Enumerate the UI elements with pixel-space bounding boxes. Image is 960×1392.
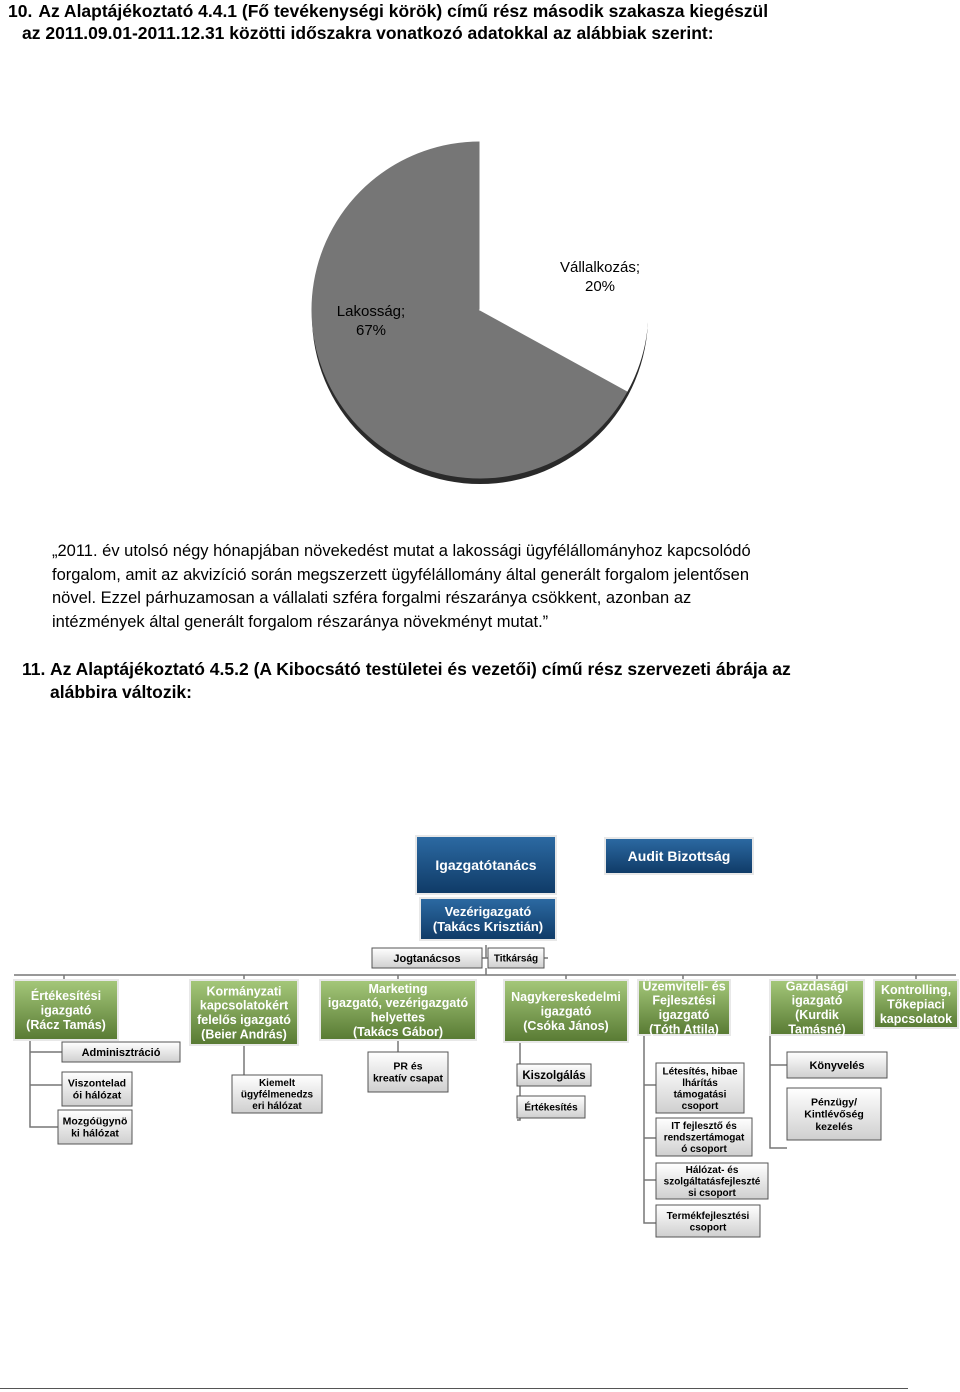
- unit-konyveles: [787, 1052, 887, 1078]
- unit-letesites-text: Létesítés, hibae: [662, 1066, 738, 1078]
- board-box-text: Igazgatótanács: [435, 856, 537, 873]
- ceo-box: [420, 898, 556, 940]
- heading-line-1: Az Alaptájékoztató 4.4.1 (Fő tevékenységi körök) című rész második szakasza kiegészül: [38, 1, 769, 21]
- director-box-2-text: felelős igazgató: [197, 1013, 291, 1028]
- ceo-box-text: (Takács Krisztián): [432, 919, 544, 935]
- director-box-3-text: (Takács Gábor): [352, 1024, 444, 1039]
- unit-it-text: rendszertámogat: [663, 1132, 745, 1144]
- unit-termekfejlesztesi: [656, 1205, 760, 1237]
- unit-kiemelt-text: eri hálózat: [252, 1101, 302, 1112]
- director-box-6-text: (Kurdik: [795, 1008, 839, 1023]
- quoted-paragraph: [52, 540, 908, 634]
- director-box-3-text: igazgató, vezérigazgató: [327, 996, 469, 1011]
- audit-box: [605, 838, 753, 874]
- heading-line-2: az 2011.09.01-2011.12.31 közötti időszakra vonatkozó adatokkal az alábbiak szerint:: [22, 23, 714, 43]
- director-box-3-text: Marketing: [368, 981, 428, 996]
- unit-halozat: [656, 1163, 768, 1199]
- connector-line: [770, 1035, 787, 1148]
- paragraph-line: forgalom, amit az akvizíció során megszerzett ügyfélállomány által generált forgalom jelentősen: [52, 565, 750, 584]
- section-11-heading: [22, 658, 922, 703]
- unit-halozat-text: si csoport: [688, 1188, 736, 1199]
- unit-pr-text: PR és: [393, 1060, 423, 1073]
- unit-halozat-text: szolgáltatásfejleszté: [663, 1176, 761, 1188]
- director-box-1-text: Értékesítési: [30, 989, 102, 1003]
- director-box-5-text: Üzemviteli- és: [642, 979, 726, 994]
- unit-viszonteladoi-text: Viszontelad: [67, 1077, 127, 1090]
- unit-adminisztracio: [62, 1042, 180, 1062]
- director-box-6-text: igazgató: [791, 993, 843, 1008]
- director-box-2-text: kapcsolatokért: [199, 998, 289, 1013]
- secretariat-box-text: Titkárság: [493, 953, 539, 965]
- unit-penzugy: [787, 1088, 881, 1140]
- unit-konyveles-text: Könyvelés: [809, 1059, 865, 1072]
- unit-ertekesites: [517, 1096, 585, 1118]
- org-chart-svg: [0, 830, 960, 1250]
- org-chart: [0, 830, 960, 1250]
- pie-label-vallalkozas: [540, 258, 660, 296]
- director-box-4: [504, 980, 628, 1042]
- unit-penzugy-text: kezelés: [815, 1120, 853, 1133]
- director-box-6-text: Tamásné): [788, 1022, 846, 1037]
- unit-termekfejlesztesi-text: csoport: [689, 1222, 727, 1234]
- unit-penzugy-text: Pénzügy/: [810, 1096, 858, 1109]
- unit-viszonteladoi-text: ói hálózat: [72, 1089, 122, 1102]
- unit-halozat-text: Hálózat- és: [685, 1165, 739, 1176]
- unit-letesites: [656, 1063, 744, 1113]
- director-box-1-text: igazgató: [40, 1003, 92, 1018]
- director-box-2-text: (Beier András): [201, 1027, 287, 1042]
- pie-label-vallalkozas-name: Vállalkozás;: [559, 259, 641, 276]
- pie-label-lakossag: [326, 302, 416, 340]
- pie-chart: [290, 120, 670, 490]
- director-box-7-text: kapcsolatok: [879, 1011, 953, 1026]
- unit-kiszolgalas: [517, 1064, 591, 1086]
- director-box-6: [770, 979, 864, 1036]
- paragraph-line: intézmények által generált forgalom részaránya növekményt mutat.”: [52, 612, 549, 631]
- heading-line-2: alábbira változik:: [50, 681, 192, 702]
- connector-line: [644, 1032, 656, 1223]
- page-footer-rule: [0, 1388, 908, 1389]
- secretariat-box: [488, 948, 544, 968]
- director-box-2-text: Kormányzati: [206, 984, 282, 999]
- director-box-3: [320, 980, 476, 1040]
- unit-it-text: ó csoport: [681, 1144, 727, 1155]
- pie-label-lakossag-value: 67%: [355, 322, 387, 339]
- director-box-1-text: (Rácz Tamás): [26, 1017, 106, 1032]
- director-box-7-text: Kontrolling,: [880, 983, 952, 997]
- pie-label-vallalkozas-value: 20%: [584, 278, 616, 295]
- director-box-3-text: helyettes: [370, 1010, 426, 1025]
- pie-label-lakossag-name: Lakosság;: [336, 303, 406, 320]
- unit-adminisztracio-text: Adminisztráció: [81, 1046, 161, 1059]
- unit-pr-text: kreatív csapat: [372, 1072, 444, 1085]
- section-10-heading: [8, 0, 908, 44]
- unit-ertekesites-text: Értékesítés: [524, 1102, 578, 1114]
- unit-pr: [368, 1052, 448, 1092]
- paragraph-line: „2011. év utolsó négy hónapjában növekedést mutat a lakossági ügyfélállományhoz kapcsolódó: [52, 542, 751, 560]
- director-box-7-text: Tőkepiaci: [887, 997, 945, 1012]
- unit-kiszolgalas-text: Kiszolgálás: [522, 1070, 586, 1083]
- legal-box-text: Jogtanácsos: [393, 952, 461, 965]
- unit-it-text: IT fejlesztő és: [671, 1121, 737, 1132]
- unit-penzugy-text: Kintlévőség: [804, 1108, 864, 1121]
- director-box-2: [190, 980, 298, 1045]
- section-number: 11.: [22, 659, 46, 679]
- paragraph-line: növel. Ezzel párhuzamosan a vállalati szféra forgalmi részaránya csökkent, azonban az: [52, 589, 692, 607]
- director-box-5-text: Fejlesztési: [652, 993, 716, 1008]
- director-box-4-text: (Csóka János): [523, 1018, 609, 1033]
- unit-mozgougynoki-text: Mozgóügynö: [62, 1115, 128, 1128]
- director-box-7: [874, 980, 958, 1028]
- director-box-5-text: (Tóth Attila): [649, 1022, 719, 1037]
- unit-letesites-text: lhárítás: [682, 1077, 718, 1089]
- unit-termekfejlesztesi-text: Termékfejlesztési: [666, 1210, 750, 1222]
- unit-kiemelt-text: ügyfélmenedzs: [240, 1089, 314, 1101]
- board-box: [416, 836, 556, 894]
- director-box-4-text: Nagykereskedelmi: [511, 990, 621, 1004]
- ceo-box-text: Vezérigazgató: [444, 904, 532, 920]
- director-box-4-text: igazgató: [540, 1004, 592, 1019]
- unit-mozgougynoki: [58, 1110, 132, 1144]
- unit-letesites-text: támogatási: [673, 1089, 727, 1101]
- unit-kiemelt-text: Kiemelt: [258, 1078, 296, 1089]
- legal-box: [372, 948, 482, 968]
- audit-box-text: Audit Bizottság: [627, 847, 731, 864]
- director-box-5-text: igazgató: [658, 1008, 710, 1023]
- unit-viszonteladoi: [62, 1072, 132, 1106]
- director-box-5: [638, 978, 730, 1036]
- unit-kiemelt: [232, 1075, 322, 1113]
- director-box-1: [14, 980, 118, 1040]
- director-box-6-text: Gazdasági: [785, 979, 849, 994]
- heading-line-1: Az Alaptájékoztató 4.5.2 (A Kibocsátó testületei és vezetői) című rész szervezeti ábrája az: [50, 659, 791, 679]
- unit-mozgougynoki-text: ki hálózat: [71, 1127, 119, 1140]
- unit-it: [656, 1118, 752, 1156]
- unit-letesites-text: csoport: [681, 1100, 719, 1112]
- section-number: 10.: [8, 1, 33, 21]
